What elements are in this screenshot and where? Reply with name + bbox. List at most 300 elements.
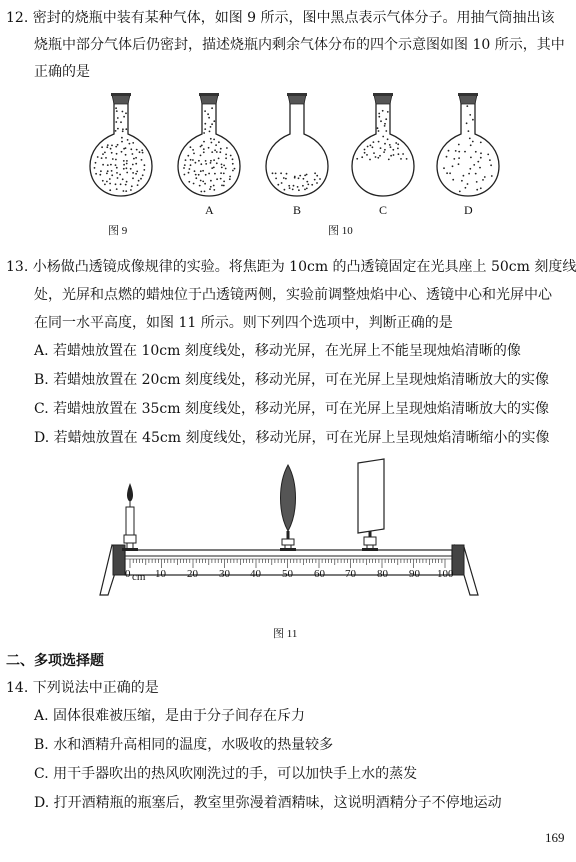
gas-molecule-dot — [389, 144, 391, 146]
gas-molecule-dot — [189, 168, 191, 170]
gas-molecule-dot — [188, 172, 190, 174]
gas-molecule-dot — [192, 159, 194, 161]
gas-molecule-dot — [218, 158, 220, 160]
gas-molecule-dot — [361, 156, 363, 158]
gas-molecule-dot — [468, 173, 470, 175]
gas-molecule-dot — [281, 182, 283, 184]
q13-option-a: A. 若蜡烛放置在 10cm 刻度线处，移动光屏，在光屏上不能呈现烛焰清晰的像 — [34, 343, 521, 359]
gas-molecule-dot — [380, 147, 382, 149]
gas-molecule-dot — [469, 168, 471, 170]
gas-molecule-dot — [192, 149, 194, 151]
gas-molecule-dot — [142, 174, 144, 176]
gas-molecule-dot — [132, 153, 134, 155]
gas-molecule-dot — [472, 141, 474, 143]
gas-molecule-dot — [132, 142, 134, 144]
gas-molecule-dot — [384, 143, 386, 145]
gas-molecule-dot — [223, 181, 225, 183]
gas-molecule-dot — [140, 178, 142, 180]
gas-molecule-dot — [387, 138, 389, 140]
gas-molecule-dot — [121, 141, 123, 143]
gas-molecule-dot — [102, 180, 104, 182]
gas-molecule-dot — [455, 150, 457, 152]
gas-molecule-dot — [213, 139, 215, 141]
gas-molecule-dot — [211, 107, 213, 109]
gas-molecule-dot — [208, 117, 210, 119]
gas-molecule-dot — [115, 130, 117, 132]
gas-molecule-dot — [398, 153, 400, 155]
gas-molecule-dot — [202, 181, 204, 183]
gas-molecule-dot — [200, 163, 202, 165]
gas-molecule-dot — [211, 167, 213, 169]
gas-molecule-dot — [220, 148, 222, 150]
q13-line-3: 在同一水平高度，如图 11 所示。则下列四个选项中，判断正确的是 — [34, 315, 453, 331]
gas-molecule-dot — [109, 189, 111, 191]
gas-molecule-dot — [443, 167, 445, 169]
gas-molecule-dot — [475, 173, 477, 175]
gas-molecule-dot — [382, 110, 384, 112]
gas-molecule-dot — [135, 163, 137, 165]
gas-molecule-dot — [209, 188, 211, 190]
gas-molecule-dot — [280, 172, 282, 174]
gas-molecule-dot — [122, 130, 124, 132]
gas-molecule-dot — [283, 177, 285, 179]
gas-molecule-dot — [215, 144, 217, 146]
flask-a — [178, 93, 240, 196]
bench-tick-70: 70 — [345, 568, 356, 580]
gas-molecule-dot — [95, 173, 97, 175]
gas-molecule-dot — [461, 180, 463, 182]
gas-molecule-dot — [204, 183, 206, 185]
gas-molecule-dot — [284, 189, 286, 191]
gas-molecule-dot — [203, 151, 205, 153]
gas-molecule-dot — [141, 159, 143, 161]
gas-molecule-dot — [94, 167, 96, 169]
gas-molecule-dot — [184, 174, 186, 176]
gas-molecule-dot — [200, 155, 202, 157]
gas-molecule-dot — [111, 145, 113, 147]
gas-molecule-dot — [185, 159, 187, 161]
gas-molecule-dot — [484, 176, 486, 178]
gas-molecule-dot — [377, 157, 379, 159]
gas-molecule-dot — [120, 121, 122, 123]
gas-molecule-dot — [384, 149, 386, 151]
gas-molecule-dot — [184, 164, 186, 166]
gas-molecule-dot — [210, 162, 212, 164]
gas-molecule-dot — [469, 138, 471, 140]
gas-molecule-dot — [214, 173, 216, 175]
gas-molecule-dot — [480, 187, 482, 189]
gas-molecule-dot — [370, 145, 372, 147]
gas-molecule-dot — [470, 157, 472, 159]
gas-molecule-dot — [122, 111, 124, 113]
gas-molecule-dot — [470, 144, 472, 146]
gas-molecule-dot — [204, 110, 206, 112]
gas-molecule-dot — [126, 172, 128, 174]
gas-molecule-dot — [204, 191, 206, 193]
gas-molecule-dot — [448, 150, 450, 152]
gas-molecule-dot — [115, 107, 117, 109]
gas-molecule-dot — [210, 160, 212, 162]
gas-molecule-dot — [293, 185, 295, 187]
gas-molecule-dot — [122, 178, 124, 180]
gas-molecule-dot — [129, 143, 131, 145]
gas-molecule-dot — [135, 157, 137, 159]
gas-molecule-dot — [190, 159, 192, 161]
page-number: 169 — [545, 830, 565, 845]
gas-molecule-dot — [99, 174, 101, 176]
bench-tick-0: 0 — [125, 568, 131, 580]
gas-molecule-dot — [384, 123, 386, 125]
gas-molecule-dot — [319, 178, 321, 180]
gas-molecule-dot — [123, 116, 125, 118]
gas-molecule-dot — [469, 114, 471, 116]
gas-molecule-dot — [142, 152, 144, 154]
gas-molecule-dot — [390, 146, 392, 148]
gas-molecule-dot — [480, 157, 482, 159]
flask-c — [352, 93, 414, 196]
gas-molecule-dot — [397, 143, 399, 145]
gas-molecule-dot — [200, 170, 202, 172]
gas-molecule-dot — [303, 178, 305, 180]
gas-molecule-dot — [232, 158, 234, 160]
gas-molecule-dot — [491, 175, 493, 177]
gas-molecule-dot — [203, 148, 205, 150]
gas-molecule-dot — [378, 130, 380, 132]
light-screen — [358, 459, 384, 551]
gas-molecule-dot — [97, 156, 99, 158]
gas-molecule-dot — [100, 170, 102, 172]
gas-molecule-dot — [388, 159, 390, 161]
gas-molecule-dot — [187, 155, 189, 157]
gas-molecule-dot — [106, 146, 108, 148]
gas-molecule-dot — [458, 157, 460, 159]
gas-molecule-dot — [223, 185, 225, 187]
gas-molecule-dot — [210, 138, 212, 140]
gas-molecule-dot — [122, 128, 124, 130]
gas-molecule-dot — [125, 128, 127, 130]
q13-option-b: B. 若蜡烛放置在 20cm 刻度线处，移动光屏，可在光屏上呈现烛焰清晰放大的实像 — [34, 372, 550, 388]
bench-unit: cm — [132, 571, 146, 583]
bench-tick-30: 30 — [219, 568, 230, 580]
gas-molecule-dot — [453, 158, 455, 160]
gas-molecule-dot — [372, 146, 374, 148]
gas-molecule-dot — [364, 149, 366, 151]
gas-molecule-dot — [402, 153, 404, 155]
gas-molecule-dot — [116, 110, 118, 112]
gas-molecule-dot — [364, 152, 366, 154]
q12-line-3: 正确的是 — [34, 64, 90, 80]
gas-molecule-dot — [373, 141, 375, 143]
gas-molecule-dot — [458, 151, 460, 153]
gas-molecule-dot — [306, 181, 308, 183]
gas-molecule-dot — [211, 142, 213, 144]
gas-molecule-dot — [130, 168, 132, 170]
gas-molecule-dot — [130, 148, 132, 150]
gas-molecule-dot — [104, 152, 106, 154]
bench-tick-20: 20 — [187, 568, 198, 580]
gas-molecule-dot — [133, 158, 135, 160]
gas-molecule-dot — [213, 167, 215, 169]
gas-molecule-dot — [230, 155, 232, 157]
gas-molecule-dot — [464, 151, 466, 153]
gas-molecule-dot — [203, 141, 205, 143]
gas-molecule-dot — [449, 172, 451, 174]
gas-molecule-dot — [204, 128, 206, 130]
q13-option-c: C. 若蜡烛放置在 35cm 刻度线处，移动光屏，可在光屏上呈现烛焰清晰放大的实像 — [34, 401, 549, 417]
q13-line-2: 处，光屏和点燃的蜡烛位于凸透镜两侧，实验前调整烛焰中心、透镜中心和光屏中心 — [34, 287, 552, 303]
q13-option-d: D. 若蜡烛放置在 45cm 刻度线处，移动光屏，可在光屏上呈现烛焰清晰缩小的实像 — [34, 430, 550, 446]
gas-molecule-dot — [482, 179, 484, 181]
gas-molecule-dot — [200, 146, 202, 148]
gas-molecule-dot — [102, 153, 104, 155]
gas-molecule-dot — [304, 189, 306, 191]
gas-molecule-dot — [384, 125, 386, 127]
gas-molecule-dot — [213, 189, 215, 191]
fig9-caption: 图 9 — [108, 225, 128, 237]
gas-molecule-dot — [210, 180, 212, 182]
gas-molecule-dot — [135, 173, 137, 175]
gas-molecule-dot — [107, 170, 109, 172]
flask-label-c: C — [379, 203, 388, 217]
gas-molecule-dot — [218, 141, 220, 143]
gas-molecule-dot — [311, 184, 313, 186]
gas-molecule-dot — [285, 178, 287, 180]
gas-molecule-dot — [198, 160, 200, 162]
gas-molecule-dot — [220, 172, 222, 174]
gas-molecule-dot — [476, 189, 478, 191]
gas-molecule-dot — [487, 154, 489, 156]
gas-molecule-dot — [190, 146, 192, 148]
gas-molecule-dot — [132, 177, 134, 179]
convex-lens — [280, 465, 296, 551]
gas-molecule-dot — [377, 127, 379, 129]
gas-molecule-dot — [211, 151, 213, 153]
gas-molecule-dot — [136, 149, 138, 151]
gas-molecule-dot — [107, 144, 109, 146]
gas-molecule-dot — [466, 122, 468, 124]
bench-tick-40: 40 — [250, 568, 261, 580]
gas-molecule-dot — [123, 160, 125, 162]
gas-molecule-dot — [126, 181, 128, 183]
gas-molecule-dot — [375, 156, 377, 158]
gas-molecule-dot — [490, 164, 492, 166]
gas-molecule-dot — [275, 178, 277, 180]
q14-option-c: C. 用干手器吹出的热风吹刚洗过的手，可以加快手上水的蒸发 — [34, 766, 418, 782]
gas-molecule-dot — [463, 175, 465, 177]
fig10-caption: 图 10 — [328, 225, 353, 237]
gas-molecule-dot — [221, 185, 223, 187]
gas-molecule-dot — [356, 158, 358, 160]
gas-molecule-dot — [299, 175, 301, 177]
flask-fig9 — [90, 93, 152, 196]
q12-line-2: 烧瓶中部分气体后仍密封，描述烧瓶内剩余气体分布的四个示意图如图 10 所示，其中 — [34, 37, 565, 53]
gas-molecule-dot — [297, 186, 299, 188]
gas-molecule-dot — [393, 154, 395, 156]
gas-molecule-dot — [136, 171, 138, 173]
gas-molecule-dot — [306, 188, 308, 190]
gas-molecule-dot — [275, 173, 277, 175]
gas-molecule-dot — [294, 177, 296, 179]
gas-molecule-dot — [115, 164, 117, 166]
gas-molecule-dot — [298, 177, 300, 179]
gas-molecule-dot — [110, 148, 112, 150]
gas-molecule-dot — [298, 189, 300, 191]
gas-molecule-dot — [117, 117, 119, 119]
gas-molecule-dot — [459, 191, 461, 193]
gas-molecule-dot — [369, 159, 371, 161]
bench-tick-60: 60 — [314, 568, 325, 580]
gas-molecule-dot — [226, 147, 228, 149]
gas-molecule-dot — [111, 174, 113, 176]
gas-molecule-dot — [452, 179, 454, 181]
gas-molecule-dot — [213, 185, 215, 187]
gas-molecule-dot — [286, 173, 288, 175]
bench-tick-50: 50 — [282, 568, 293, 580]
gas-molecule-dot — [115, 121, 117, 123]
gas-molecule-dot — [314, 179, 316, 181]
gas-molecule-dot — [213, 120, 215, 122]
bench-tick-100: 100 — [437, 568, 454, 580]
gas-molecule-dot — [126, 167, 128, 169]
gas-molecule-dot — [378, 116, 380, 118]
gas-molecule-dot — [143, 169, 145, 171]
gas-molecule-dot — [109, 178, 111, 180]
gas-molecule-dot — [141, 149, 143, 151]
gas-molecule-dot — [205, 160, 207, 162]
gas-molecule-dot — [210, 186, 212, 188]
gas-molecule-dot — [115, 159, 117, 161]
gas-molecule-dot — [288, 185, 290, 187]
gas-molecule-dot — [194, 170, 196, 172]
gas-molecule-dot — [183, 167, 185, 169]
gas-molecule-dot — [205, 163, 207, 165]
gas-molecule-dot — [208, 147, 210, 149]
gas-molecule-dot — [110, 164, 112, 166]
gas-molecule-dot — [477, 161, 479, 163]
gas-molecule-dot — [117, 128, 119, 130]
gas-molecule-dot — [107, 164, 109, 166]
gas-molecule-dot — [473, 164, 475, 166]
flask-b — [266, 93, 328, 196]
gas-molecule-dot — [105, 157, 107, 159]
gas-molecule-dot — [117, 177, 119, 179]
gas-molecule-dot — [117, 144, 119, 146]
gas-molecule-dot — [223, 165, 225, 167]
gas-molecule-dot — [472, 119, 474, 121]
gas-molecule-dot — [132, 164, 134, 166]
gas-molecule-dot — [229, 176, 231, 178]
gas-molecule-dot — [316, 182, 318, 184]
gas-molecule-dot — [378, 141, 380, 143]
gas-molecule-dot — [304, 175, 306, 177]
gas-molecule-dot — [200, 191, 202, 193]
gas-molecule-dot — [219, 151, 221, 153]
gas-molecule-dot — [125, 154, 127, 156]
optical-bench-figure — [0, 455, 576, 615]
flask-d — [437, 93, 499, 196]
gas-molecule-dot — [383, 151, 385, 153]
gas-molecule-dot — [385, 118, 387, 120]
gas-molecule-dot — [208, 173, 210, 175]
gas-molecule-dot — [193, 183, 195, 185]
gas-molecule-dot — [387, 111, 389, 113]
gas-molecule-dot — [132, 172, 134, 174]
gas-molecule-dot — [190, 164, 192, 166]
gas-molecule-dot — [216, 151, 218, 153]
gas-molecule-dot — [200, 180, 202, 182]
flask-label-d: D — [464, 203, 473, 217]
q14-option-d: D. 打开酒精瓶的瓶塞后，教室里弥漫着酒精味，这说明酒精分子不停地运动 — [34, 795, 502, 811]
gas-molecule-dot — [480, 152, 482, 154]
q14-option-b: B. 水和酒精升高相同的温度，水吸收的热量较多 — [34, 737, 334, 753]
gas-molecule-dot — [198, 174, 200, 176]
gas-molecule-dot — [489, 159, 491, 161]
gas-molecule-dot — [116, 167, 118, 169]
gas-molecule-dot — [116, 188, 118, 190]
gas-molecule-dot — [109, 183, 111, 185]
flask-label-b: B — [293, 203, 302, 217]
gas-molecule-dot — [104, 184, 106, 186]
gas-molecule-dot — [125, 112, 127, 114]
gas-molecule-dot — [367, 146, 369, 148]
flask-label-a: A — [205, 203, 214, 217]
gas-molecule-dot — [316, 175, 318, 177]
gas-molecule-dot — [116, 172, 118, 174]
gas-molecule-dot — [379, 155, 381, 157]
gas-molecule-dot — [306, 174, 308, 176]
gas-molecule-dot — [395, 142, 397, 144]
gas-molecule-dot — [106, 173, 108, 175]
gas-molecule-dot — [101, 157, 103, 159]
gas-molecule-dot — [131, 185, 133, 187]
q14-option-a: A. 固体很难被压缩，是由于分子间存在斥力 — [34, 708, 306, 724]
gas-molecule-dot — [195, 162, 197, 164]
gas-molecule-dot — [466, 105, 468, 107]
gas-molecule-dot — [392, 149, 394, 151]
gas-molecule-dot — [223, 173, 225, 175]
gas-molecule-dot — [125, 147, 127, 149]
gas-molecule-dot — [199, 185, 201, 187]
q14-stem: 14. 下列说法中正确的是 — [6, 680, 159, 696]
gas-molecule-dot — [116, 153, 118, 155]
gas-molecule-dot — [468, 130, 470, 132]
gas-molecule-dot — [385, 130, 387, 132]
gas-molecule-dot — [95, 162, 97, 164]
gas-molecule-dot — [216, 178, 218, 180]
gas-molecule-dot — [209, 131, 211, 133]
gas-molecule-dot — [225, 168, 227, 170]
gas-molecule-dot — [137, 184, 139, 186]
gas-molecule-dot — [292, 189, 294, 191]
gas-molecule-dot — [138, 180, 140, 182]
gas-molecule-dot — [211, 123, 213, 125]
gas-molecule-dot — [232, 170, 234, 172]
gas-molecule-dot — [446, 172, 448, 174]
gas-molecule-dot — [458, 144, 460, 146]
gas-molecule-dot — [207, 113, 209, 115]
gas-molecule-dot — [123, 164, 125, 166]
gas-molecule-dot — [302, 185, 304, 187]
gas-molecule-dot — [465, 187, 467, 189]
gas-molecule-dot — [480, 142, 482, 144]
gas-molecule-dot — [452, 165, 454, 167]
gas-molecule-dot — [314, 172, 316, 174]
candle — [122, 483, 138, 551]
gas-molecule-dot — [101, 146, 103, 148]
bench-tick-90: 90 — [409, 568, 420, 580]
gas-molecule-dot — [479, 167, 481, 169]
gas-molecule-dot — [111, 152, 113, 154]
